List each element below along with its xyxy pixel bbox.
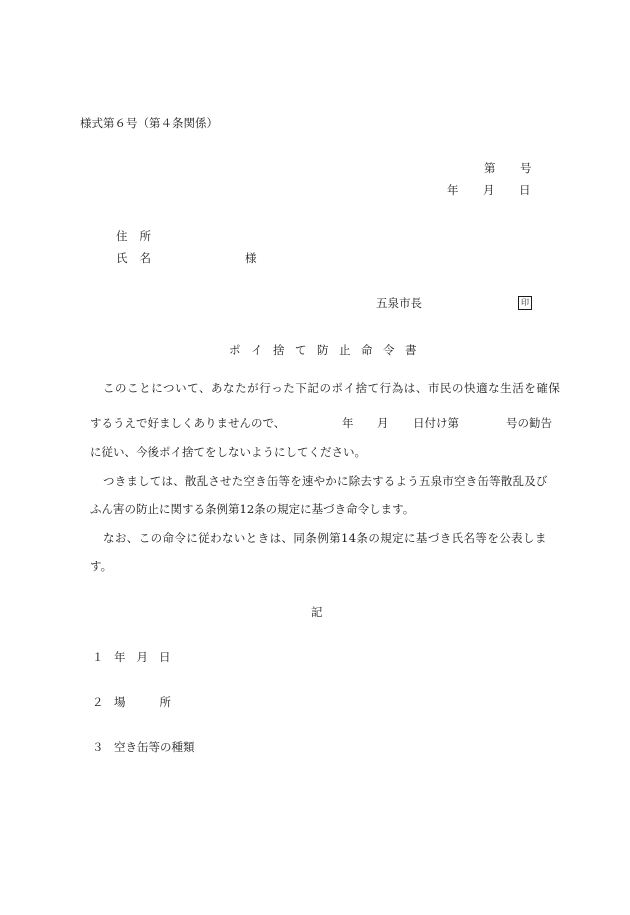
list-item xyxy=(92,697,205,709)
body-paragraph-2-line-2: ふん害の防止に関する条例第12条の規定に基づき命令します。 xyxy=(90,502,415,516)
body-paragraph-1-line-3: に従い、今後ポイ捨てをしないようにしてください。 xyxy=(90,445,366,459)
item-number: １ xyxy=(92,650,104,664)
body-p1-l2-date: 日付け第 xyxy=(413,416,459,430)
body-p1-l2-text: するうえで好ましくありませんので、 xyxy=(90,416,286,430)
item-label: 場所 xyxy=(114,695,205,709)
document-title: ポイ捨て防止命令書 xyxy=(229,343,427,357)
item-number: ２ xyxy=(92,695,104,709)
honorific-sama: 様 xyxy=(245,251,257,265)
document-number-suffix: 号 xyxy=(520,161,532,175)
date-month-label: 月 xyxy=(483,183,495,197)
body-p1-l2-month: 月 xyxy=(377,416,389,430)
name-label: 氏名 xyxy=(116,251,163,265)
date-year-label: 年 xyxy=(447,183,459,197)
body-p1-l2-year: 年 xyxy=(342,416,354,430)
document-number-prefix: 第 xyxy=(484,161,496,175)
item-label: 年月日 xyxy=(114,650,182,664)
body-p1-l2-no: 号の勧告 xyxy=(506,416,552,430)
date-day-label: 日 xyxy=(519,183,531,197)
address-label: 住所 xyxy=(116,229,163,243)
form-number: 様式第６号（第４条関係） xyxy=(80,116,218,130)
list-item xyxy=(92,652,182,664)
body-paragraph-3-line-2: す。 xyxy=(90,559,113,573)
seal-mark: 印 xyxy=(518,296,532,310)
issuer-mayor: 五泉市長 xyxy=(376,296,422,310)
item-label: 空き缶等の種類 xyxy=(114,740,195,754)
notes-heading: 記 xyxy=(311,605,323,619)
body-paragraph-2-line-1: つきましては、散乱させた空き缶等を速やかに除去するよう五泉市空き缶等散乱及び xyxy=(103,474,548,488)
item-number: ３ xyxy=(92,740,104,754)
body-paragraph-1-line-1: このことについて、あなたが行った下記のポイ捨て行為は、市民の快適な生活を確保 xyxy=(103,381,561,395)
body-paragraph-3-line-1: なお、この命令に従わないときは、同条例第14条の規定に基づき氏名等を公表しま xyxy=(103,531,547,545)
list-item xyxy=(92,742,195,754)
